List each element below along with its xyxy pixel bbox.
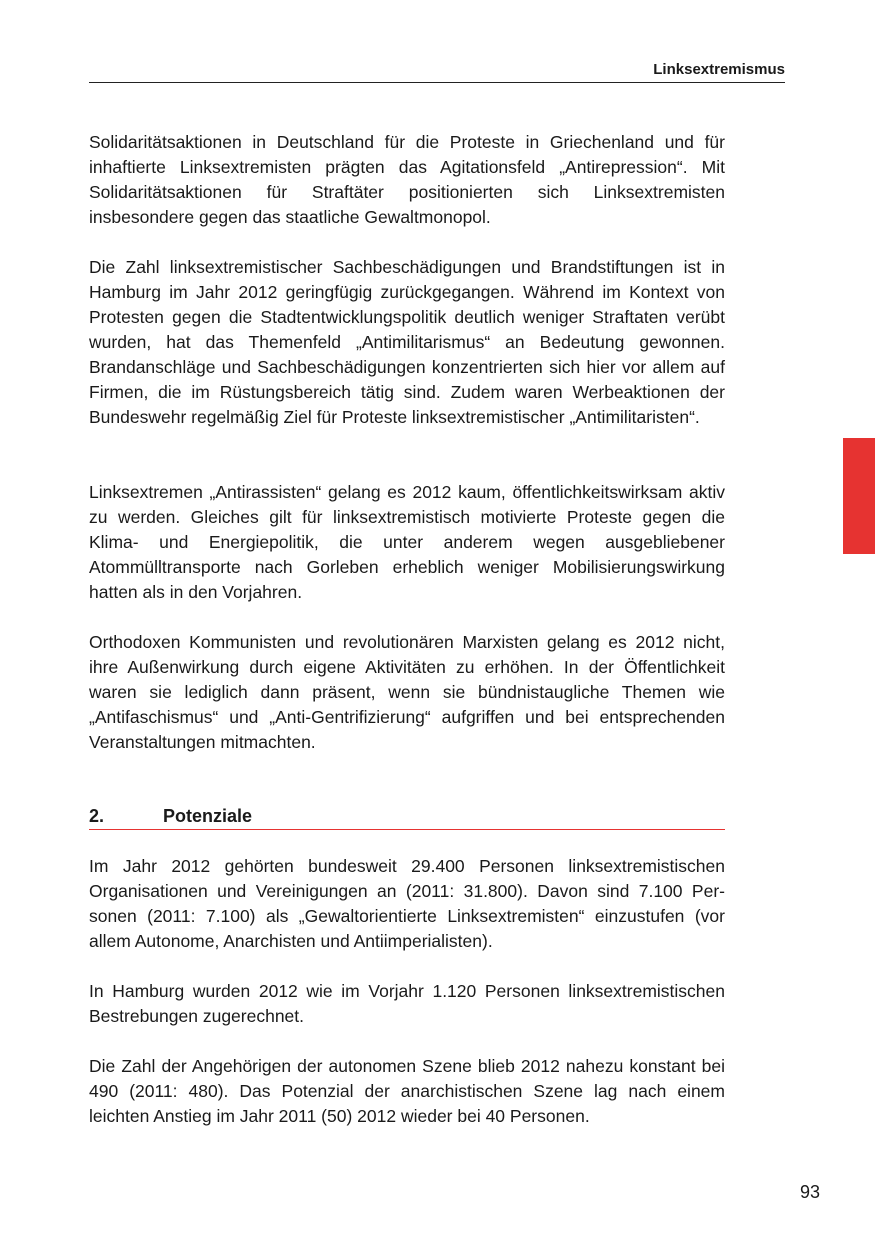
section-heading bbox=[89, 803, 725, 830]
section-title: Potenziale bbox=[163, 806, 253, 826]
paragraph-autonome-szene: Die Zahl der Angehörigen der autonomen Szene blieb 2012 nahezu konstant bei 490 (2011: 480). Das Potenzial der anarchistischen Szene lag nach einem leichten Anstieg im Jahr 2011 (50) 2012 wieder bei 40 Personen. bbox=[89, 1056, 725, 1126]
paragraph-kommunisten: Orthodoxen Kommunisten und revolutionären Marxisten gelang es 2012 nicht, ihre Außenwirkung durch eigene Aktivitäten zu erhöhen. In der Öffentlichkeit waren sie lediglich dann präsent, wenn sie bündnistaugliche Themen wie „Antifaschismus“ und „Anti-Gentrifizierung“ aufgriffen und bei entsprechenden Veranstaltungen mitmachten. bbox=[89, 632, 725, 752]
section-number: 2. bbox=[89, 806, 105, 826]
header-rule bbox=[89, 82, 785, 83]
page-number: 93 bbox=[799, 1182, 820, 1202]
chapter-tab bbox=[843, 438, 875, 554]
paragraph-sachbeschaedigungen: Die Zahl linksextremistischer Sachbeschädigungen und Brandstiftungen ist in Hamburg im Jahr 2012 geringfügig zurückgegangen. Während im Kontext von Protesten gegen die Stadtentwicklungspolitik deutlich weniger Straftaten verübt wurden, hat das Themenfeld „Antimilitarismus“ an Bedeutung gewonnen. Brandanschläge und Sachbeschädigungen konzentrierten sich hier vor allem auf Firmen, die im Rüstungsbereich tätig sind. Zudem waren Werbeaktionen der Bundeswehr regelmäßig Ziel für Proteste linksextremistischer „Antimilitaristen“. bbox=[89, 257, 725, 427]
running-header: Linksextremismus bbox=[653, 61, 785, 78]
paragraph-antirassisten: Linksextremen „Antirassisten“ gelang es 2012 kaum, öffentlichkeitswirksam aktiv zu werden. Gleiches gilt für linksextremistisch motivierte Proteste gegen die Klima- und Energiepolitik, die unter anderem wegen ausgebliebener Atommülltransporte nach Gorleben erheblich weniger Mobilisierungswirkung hatten als in den Vorjahren. bbox=[89, 482, 725, 602]
paragraph-bundesweit: Im Jahr 2012 gehörten bundesweit 29.400 Personen linksextremistischen Organisationen und Vereinigungen an (2011: 31.800). Davon sind 7.100 Personen (2011: 7.100) als „Gewaltorientierte Linksextremisten“ einzustufen (vor allem Autonome, Anarchisten und Antiimperialisten). bbox=[89, 856, 725, 951]
paragraph-antirepression: Solidaritätsaktionen in Deutschland für die Proteste in Griechenland und für inhaftierte Linksextremisten prägten das Agitationsfeld „Antirepression“. Mit Solidaritätsaktionen für Straftäter positionierten sich Linksextremisten insbesondere gegen das staatliche Gewaltmonopol. bbox=[89, 132, 725, 227]
paragraph-hamburg: In Hamburg wurden 2012 wie im Vorjahr 1.120 Personen linksextremistischen Bestrebungen zugerechnet. bbox=[89, 981, 725, 1026]
